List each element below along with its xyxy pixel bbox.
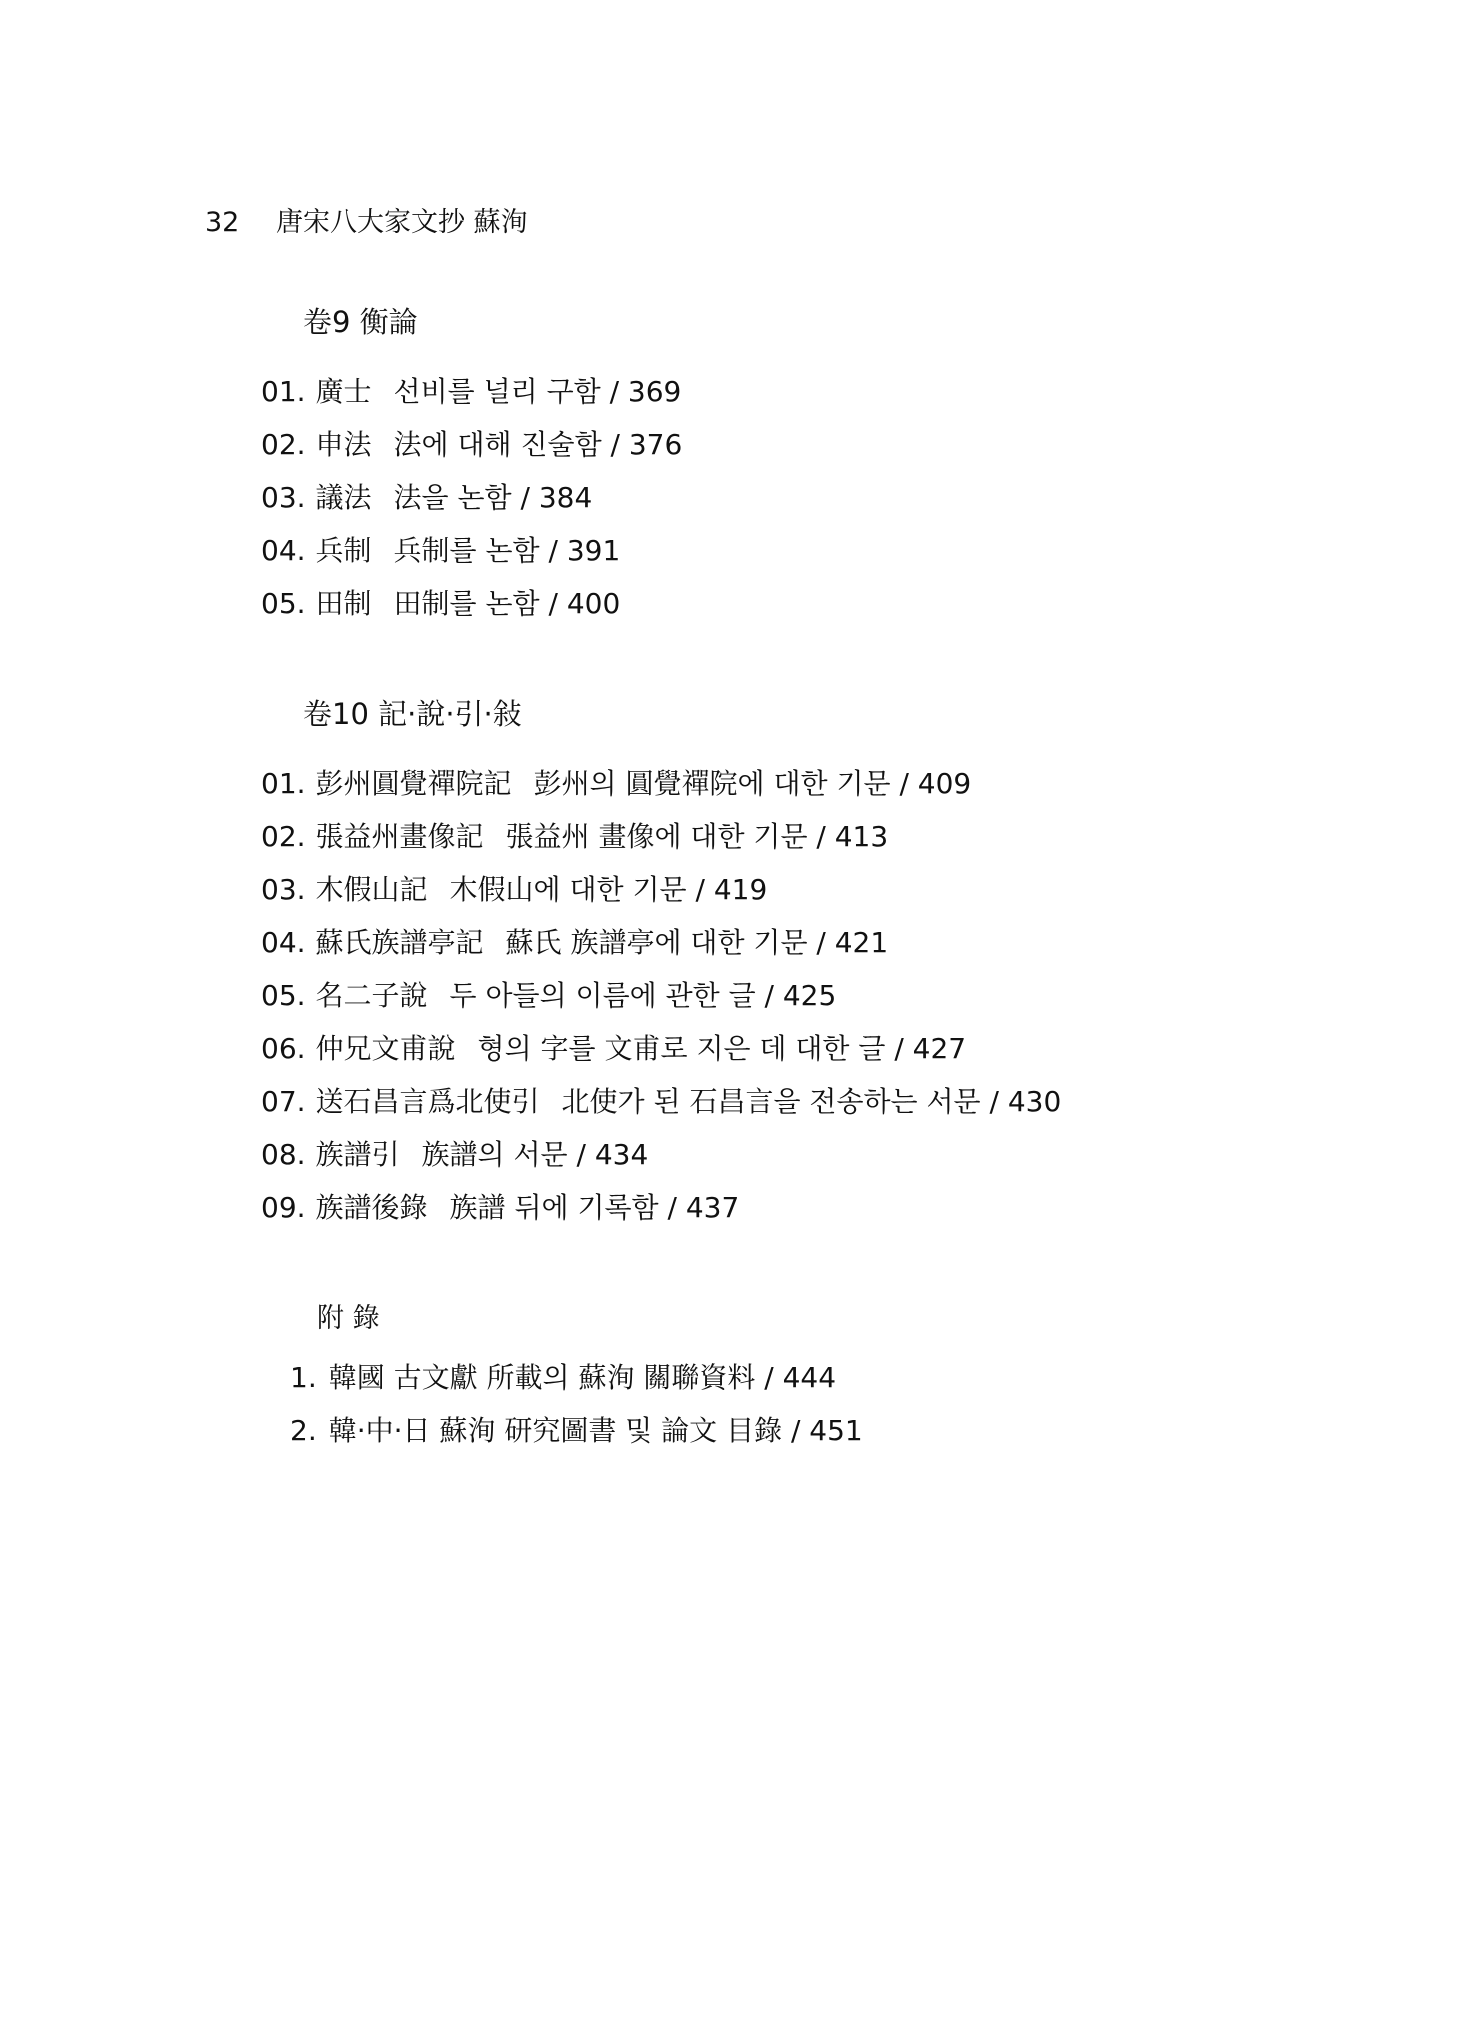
entry-number: 01.: [261, 767, 306, 800]
book-title: 唐宋八大家文抄 蘇洵: [275, 207, 528, 238]
entry-description: 蘇氏 族譜亭에 대한 기문 / 421: [505, 926, 889, 959]
entry-description: 韓國 古文獻 所載의 蘇洵 關聯資料 / 444: [328, 1361, 837, 1394]
toc-entry[interactable]: [261, 1084, 1061, 1120]
entry-title: 田制: [315, 587, 372, 620]
page-header: [205, 200, 528, 239]
entry-description: 선비를 널리 구함 / 369: [393, 375, 682, 408]
toc-entry[interactable]: [261, 1137, 648, 1173]
entry-number: 04.: [261, 534, 306, 567]
entry-description: 田制를 논함 / 400: [393, 587, 621, 620]
toc-entry[interactable]: [261, 872, 767, 908]
entry-description: 北使가 된 石昌言을 전송하는 서문 / 430: [561, 1085, 1062, 1118]
entry-number: 08.: [261, 1138, 306, 1171]
appendix-entry[interactable]: [290, 1360, 836, 1396]
entry-number: 03.: [261, 873, 306, 906]
entry-number: 01.: [261, 375, 306, 408]
entry-title: 名二子說: [315, 979, 428, 1012]
entry-number: 06.: [261, 1032, 306, 1065]
page-number: 32: [205, 207, 240, 238]
entry-title: 張益州畫像記: [315, 820, 484, 853]
entry-number: 2.: [290, 1414, 317, 1447]
entry-title: 彭州圓覺禪院記: [315, 767, 512, 800]
toc-entry[interactable]: [261, 819, 888, 855]
entry-title: 申法: [315, 428, 372, 461]
toc-entry[interactable]: [261, 978, 836, 1014]
toc-entry[interactable]: [261, 427, 682, 463]
toc-entry[interactable]: [261, 925, 888, 961]
entry-number: 07.: [261, 1085, 306, 1118]
entry-description: 두 아들의 이름에 관한 글 / 425: [449, 979, 837, 1012]
entry-description: 族譜 뒤에 기록함 / 437: [449, 1191, 740, 1224]
entry-number: 1.: [290, 1361, 317, 1394]
toc-entry[interactable]: [261, 480, 592, 516]
entry-number: 09.: [261, 1191, 306, 1224]
entry-description: 韓·中·日 蘇洵 研究圖書 및 論文 目錄 / 451: [328, 1414, 863, 1447]
entry-title: 兵制: [315, 534, 372, 567]
entry-title: 蘇氏族譜亭記: [315, 926, 484, 959]
entry-description: 兵制를 논함 / 391: [393, 534, 621, 567]
entry-number: 05.: [261, 587, 306, 620]
entry-description: 法에 대해 진술함 / 376: [393, 428, 683, 461]
appendix-entry[interactable]: [290, 1413, 863, 1449]
appendix-title: 附 錄: [317, 1303, 380, 1334]
toc-entry[interactable]: [261, 374, 681, 410]
entry-title: 仲兄文甫說: [315, 1032, 456, 1065]
section-title-vol9: 卷9 衡論: [303, 305, 418, 339]
toc-entry[interactable]: [261, 1190, 739, 1226]
entry-description: 木假山에 대한 기문 / 419: [449, 873, 768, 906]
entry-number: 04.: [261, 926, 306, 959]
entry-number: 03.: [261, 481, 306, 514]
toc-entry[interactable]: [261, 533, 620, 569]
entry-description: 彭州의 圓覺禪院에 대한 기문 / 409: [533, 767, 972, 800]
section-title-vol10: 卷10 記·說·引·敍: [303, 697, 522, 731]
toc-entry[interactable]: [261, 766, 971, 802]
entry-title: 族譜引: [315, 1138, 400, 1171]
entry-title: 木假山記: [315, 873, 428, 906]
toc-entry[interactable]: [261, 1031, 966, 1067]
entry-title: 族譜後錄: [315, 1191, 428, 1224]
entry-number: 02.: [261, 428, 306, 461]
entry-description: 族譜의 서문 / 434: [421, 1138, 649, 1171]
entry-title: 議法: [315, 481, 372, 514]
entry-description: 張益州 畫像에 대한 기문 / 413: [505, 820, 889, 853]
toc-entry[interactable]: [261, 586, 620, 622]
entry-number: 05.: [261, 979, 306, 1012]
entry-title: 廣士: [315, 375, 372, 408]
entry-title: 送石昌言爲北使引: [315, 1085, 540, 1118]
entry-description: 法을 논함 / 384: [393, 481, 593, 514]
entry-description: 형의 字를 文甫로 지은 데 대한 글 / 427: [477, 1032, 967, 1065]
entry-number: 02.: [261, 820, 306, 853]
